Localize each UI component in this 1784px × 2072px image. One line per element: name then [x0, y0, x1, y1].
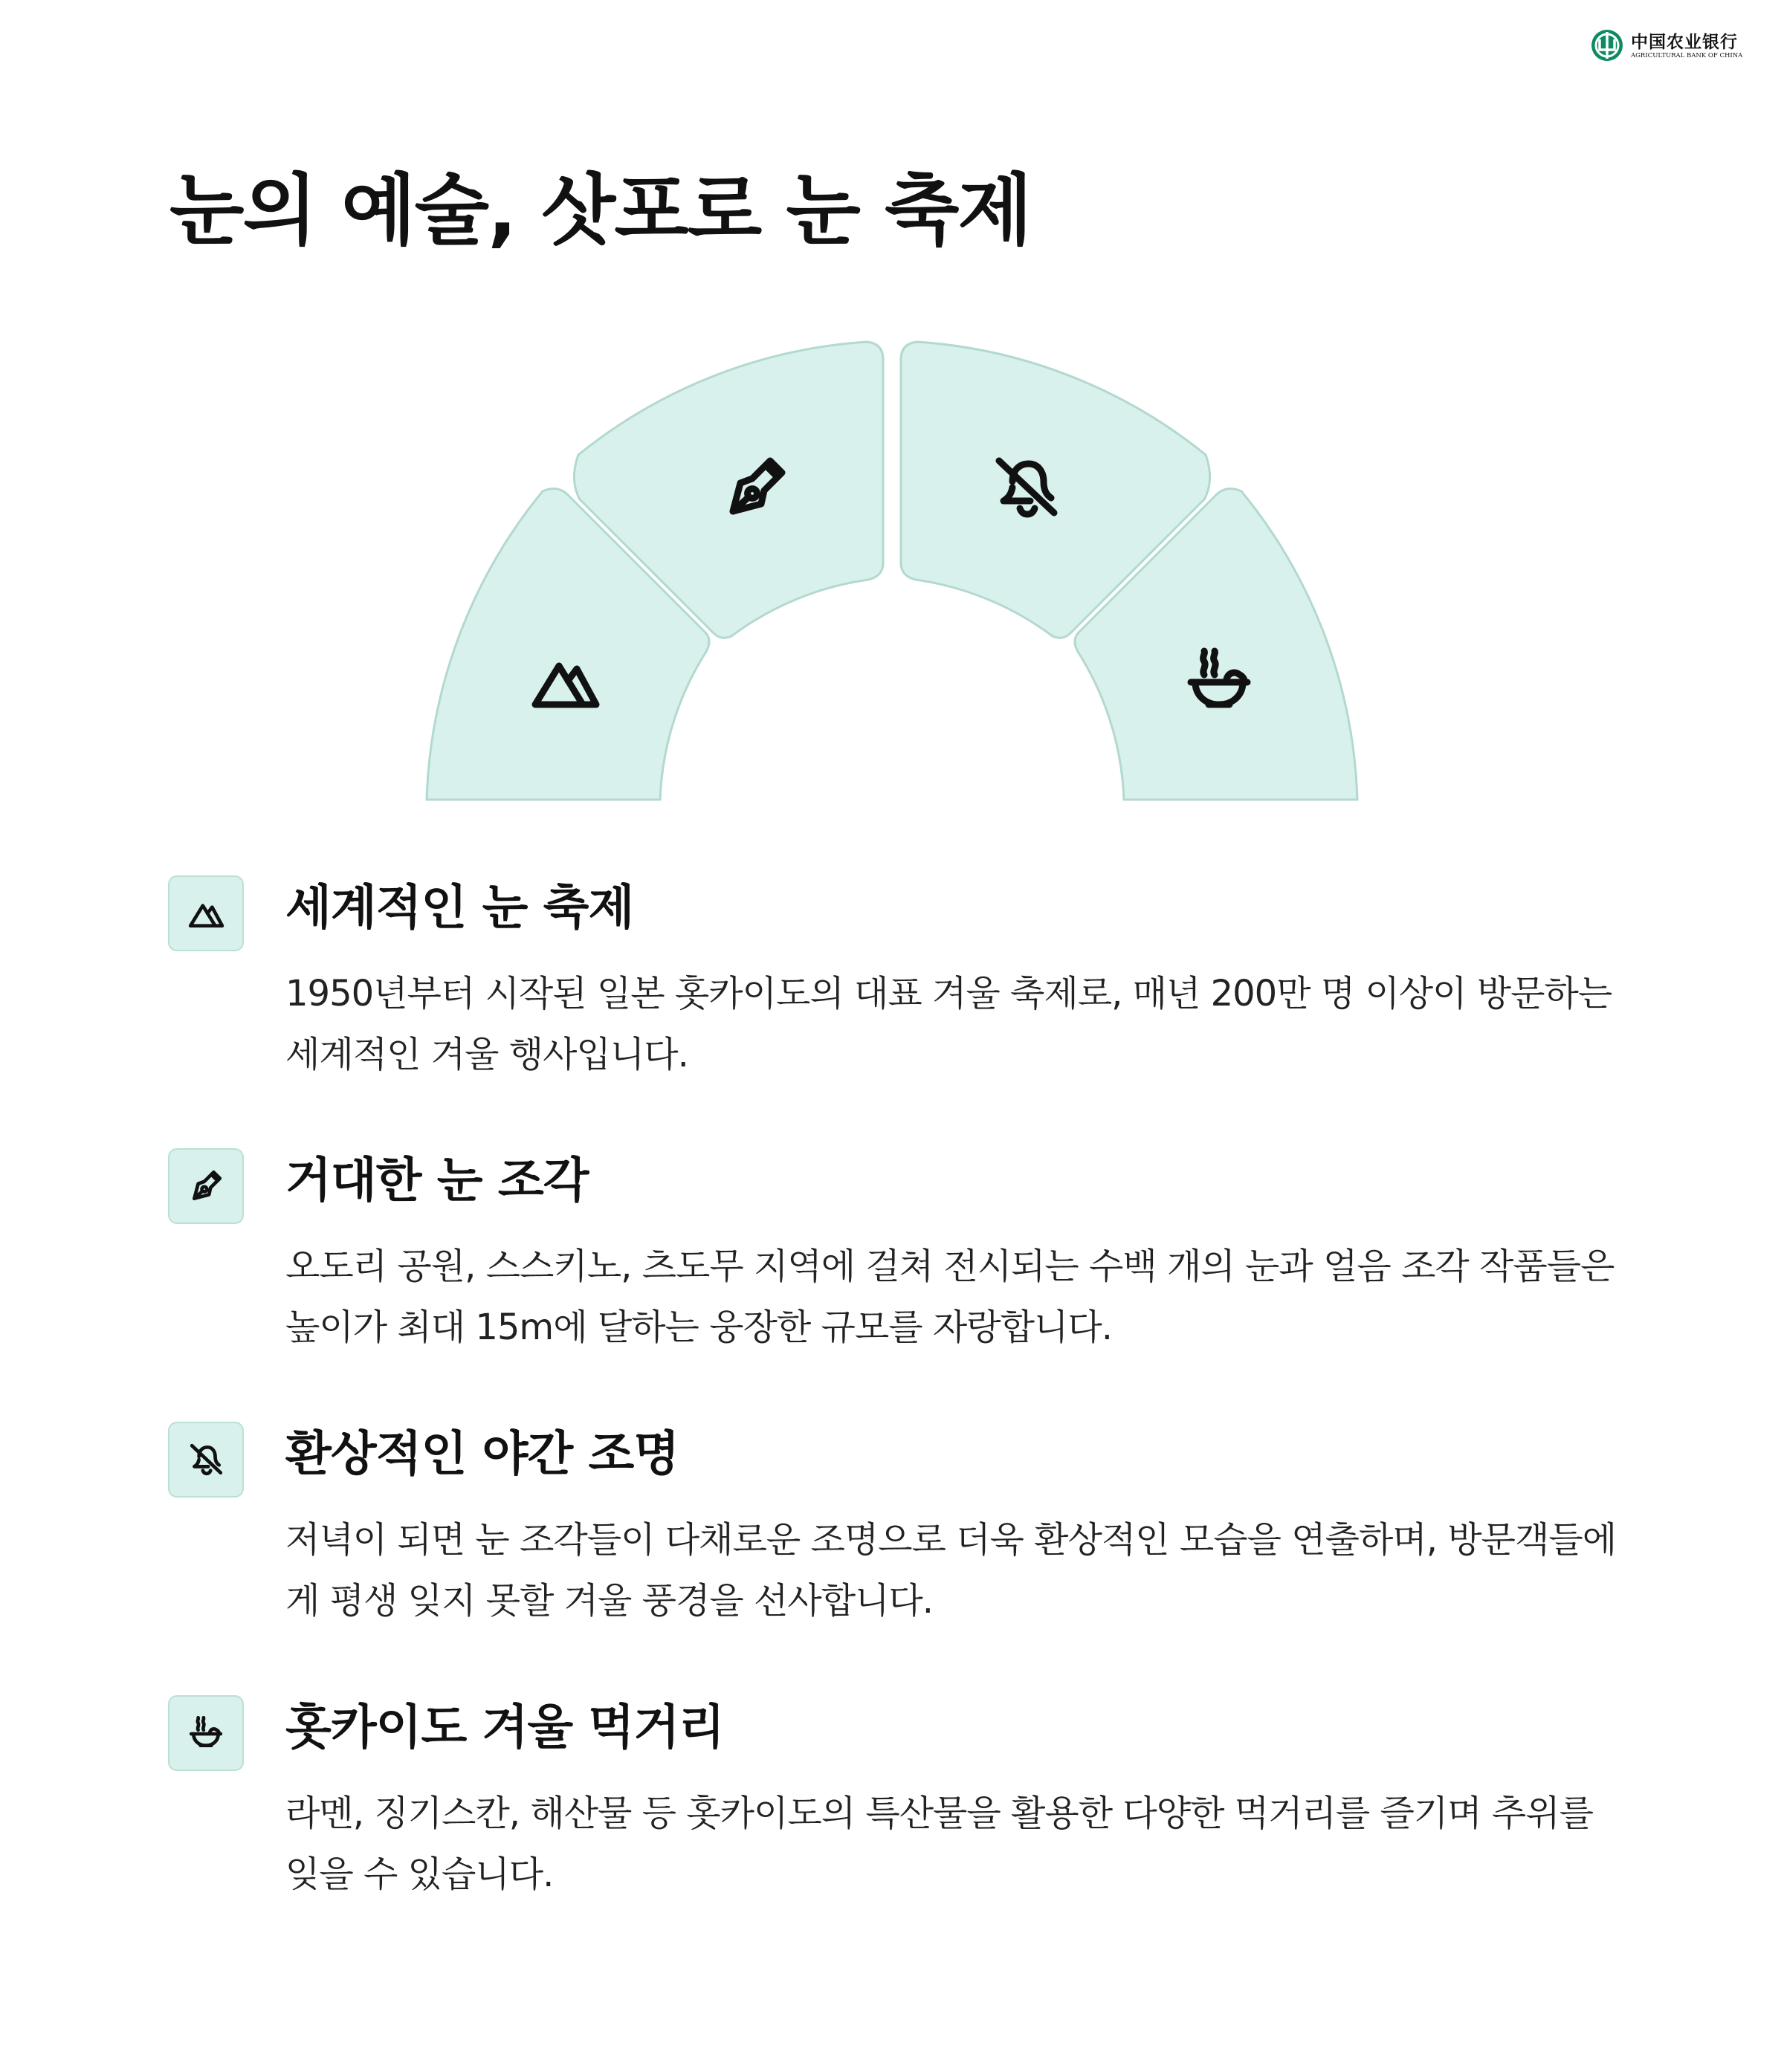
- section-icon-box: [168, 875, 244, 951]
- section-description: 저녁이 되면 눈 조각들이 다채로운 조명으로 더욱 환상적인 모습을 연출하며, 방문객들에게 평생 잊지 못할 겨울 풍경을 선사합니다.: [285, 1519, 1617, 1622]
- section-world-festival: [168, 875, 1617, 1113]
- section-description: 오도리 공원, 스스키노, 츠도무 지역에 걸쳐 전시되는 수백 개의 눈과 얼음 조각 작품들은 높이가 최대 15m에 달하는 웅장한 규모를 자랑합니다.: [285, 1246, 1615, 1348]
- section-icon-box: [168, 1695, 244, 1771]
- section-title: 홋카이도 겨울 먹거리: [285, 1700, 724, 1755]
- section-snow-sculptures: [168, 1148, 1617, 1386]
- bank-name-chinese: 中国农业银行: [1631, 32, 1738, 52]
- section-title: 세계적인 눈 축제: [285, 881, 634, 936]
- semicircle-diagram: [0, 0, 1784, 818]
- bank-name-english: AGRICULTURAL BANK OF CHINA: [1631, 52, 1743, 59]
- bell-off-icon: [169, 1423, 242, 1496]
- page-title: 눈의 예술, 삿포로 눈 축제: [169, 165, 1031, 256]
- soup-bowl-icon: [169, 1697, 242, 1770]
- section-title: 거대한 눈 조각: [285, 1153, 589, 1208]
- section-icon-box: [168, 1148, 244, 1224]
- section-winter-food: [168, 1695, 1617, 1933]
- mountain-icon: [169, 877, 242, 950]
- section-title: 환상적인 야간 조명: [285, 1427, 679, 1482]
- pen-nib-icon: [169, 1150, 242, 1223]
- section-icon-box: [168, 1422, 244, 1498]
- section-description: 라멘, 징기스칸, 해산물 등 홋카이도의 특산물을 활용한 다양한 먹거리를 즐기며 추위를 잊을 수 있습니다.: [285, 1793, 1593, 1895]
- section-night-lighting: [168, 1422, 1617, 1660]
- section-description: 1950년부터 시작된 일본 홋카이도의 대표 겨울 축제로, 매년 200만 명 이상이 방문하는 세계적인 겨울 행사입니다.: [285, 973, 1612, 1075]
